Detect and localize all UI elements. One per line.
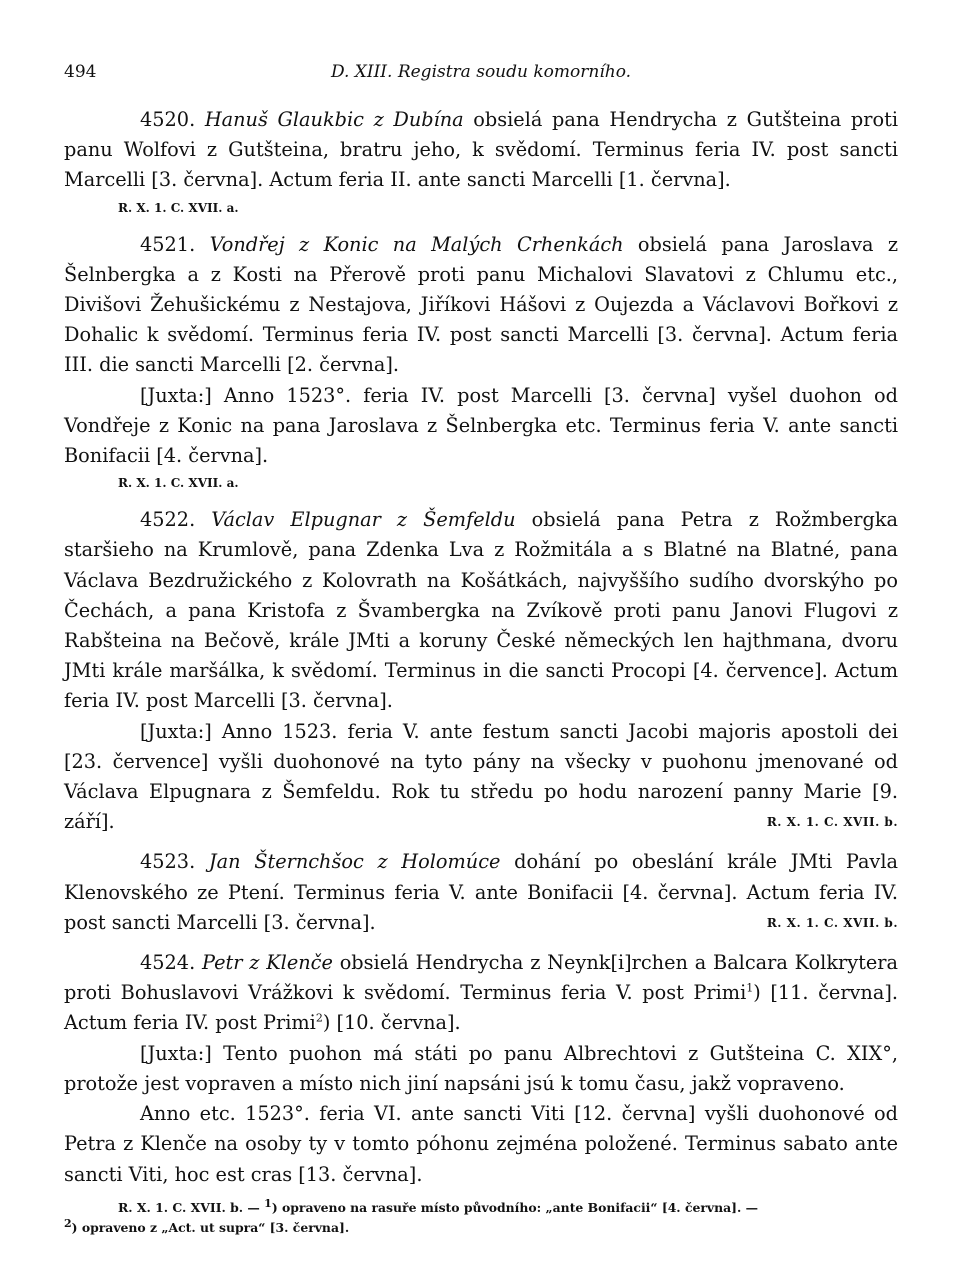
entry-text: obsielá pana Jaroslava z Šelnbergka a z Kosti na Přerově proti panu Michalovi Slavatovi z Chlumu etc., Divišovi Žehušickému z Nestajova, Jiříkovi Hášovi z Oujezda a Václavovi Bořkovi z Dohalic k svědomí. Terminus feria IV. post sancti Marcelli [3. června]. Actum feria III. die sancti Marcelli [2. června]. <box>64 232 898 377</box>
page-number: 494 <box>64 62 97 82</box>
entry-number: 4523. <box>140 850 196 874</box>
entry-person-name: Hanuš Glaukbic z Dubína <box>204 108 464 131</box>
running-title: D. XIII. Registra soudu komorního. <box>330 62 632 82</box>
entry-juxta-note <box>64 717 898 838</box>
entry-text: dohání po obeslání krále JMti Pavla Klenovského ze Ptení. Terminus feria V. ante Bonifacii [4. června]. Actum feria IV. post sancti Marcelli [3. června]. <box>64 850 898 934</box>
archive-signature: R. X. 1. C. XVII. a. <box>118 476 239 491</box>
footnote-mark: 2 <box>64 1216 72 1230</box>
footnote-ref: 1 <box>746 981 754 995</box>
entry-anno-note: Anno etc. 1523°. feria VI. ante sancti Viti [12. června] vyšli duohonové od Petra z Klenče na osoby ty v tomto póhonu zejména položené. Terminus sabato ante sancti Viti, hoc est cras [13. června]. <box>64 1102 898 1186</box>
entry-person-name: Václav Elpugnar z Šemfeldu <box>211 508 516 532</box>
footnote-text: ) opraveno z „Act. ut supra“ [3. června]. <box>71 1219 350 1235</box>
juxta-text: [Juxta:] Anno 1523. feria V. ante festum sancti Jacobi majoris apostoli dei [23. července] vyšli duohonové na tyto pány na všecky v puohonu jmenované od Václava Elpugnara z Šemfeldu. Rok tu středu po hodu narození panny Marie [9. září]. <box>64 719 898 834</box>
footnote-ref: 2 <box>315 1012 323 1026</box>
entry-juxta-note: [Juxta:] Anno 1523°. feria IV. post Marcelli [3. června] vyšel duohon od Vondřeje z Konic na pana Jaroslava z Šelnbergka etc. Terminus feria V. ante sancti Bonifacii [4. června]. <box>64 383 898 468</box>
archive-signature: R. X. 1. C. XVII. b. — <box>118 1199 260 1215</box>
footnote-2 <box>64 1218 898 1238</box>
archive-signature: R. X. 1. C. XVII. b. <box>766 915 898 930</box>
footnote-mark: 1 <box>264 1196 272 1210</box>
entry-4524 <box>64 948 898 1039</box>
entry-number: 4521. <box>140 232 196 256</box>
entry-text: ) [10. června]. <box>322 1011 461 1035</box>
entry-4523 <box>64 847 898 938</box>
entry-4522 <box>64 505 898 716</box>
page-content <box>64 105 898 1238</box>
footnote-text: ) opraveno na rasuře místo původního: „ante Bonifacii“ [4. června]. — <box>271 1199 759 1215</box>
entry-person-name: Jan Šternchšoc z Holomúce <box>208 850 501 874</box>
entry-text: obsielá Hendrycha z Neynk[i]rchen a Balcara Kolkrytera proti Bohuslavovi Vrážkovi k svědomí. Terminus feria V. post Primi <box>64 951 898 1005</box>
footnote-1 <box>64 1198 898 1218</box>
entry-4521 <box>64 230 898 381</box>
entry-text: ) [11. června]. Actum feria IV. post Primi <box>64 981 898 1035</box>
footnotes <box>64 1198 898 1238</box>
page-header <box>64 58 898 90</box>
entry-juxta-note: [Juxta:] Tento puohon má státi po panu Albrechtovi z Gutšteina C. XIX°, protože jest vopraven a místo nich jiní napsáni jsú k tomu času, jakž vopraveno. <box>64 1041 898 1095</box>
entry-number: 4524. <box>140 951 196 975</box>
archive-signature: R. X. 1. C. XVII. b. <box>766 815 898 830</box>
entry-person-name: Petr z Klenče <box>202 951 333 975</box>
entry-person-name: Vondřej z Konic na Malých Crhenkách <box>209 232 624 256</box>
entry-4520 <box>64 105 898 196</box>
entry-text: obsielá pana Hendrycha z Gutšteina proti panu Wolfovi z Gutšteina, bratru jeho, k svědomí. Terminus feria IV. post sancti Marcelli [3. června]. Actum feria II. ante sancti Marcelli [1. června]. <box>64 108 898 192</box>
entry-number: 4520. <box>140 108 196 131</box>
archive-signature: R. X. 1. C. XVII. a. <box>118 200 239 215</box>
entry-text: obsielá pana Petra z Rožmbergka staršieho na Krumlově, pana Zdenka Lva z Rožmitála a s Blatné na Blatné, pana Václava Bezdružického z Kolovrath na Košátkách, najvyššího sudího dvorskýho po Čechách, a pana Kristofa z Švambergka na Zvíkově proti panu Janovi Flugovi z Rabšteina na Bečově, krále JMti a koruny České německých len hajthmana, dvoru JMti krále maršálka, k svědomí. Terminus in die sancti Procopi [4. července]. Actum feria IV. post Marcelli [3. června]. <box>64 508 898 713</box>
entry-number: 4522. <box>140 508 196 532</box>
